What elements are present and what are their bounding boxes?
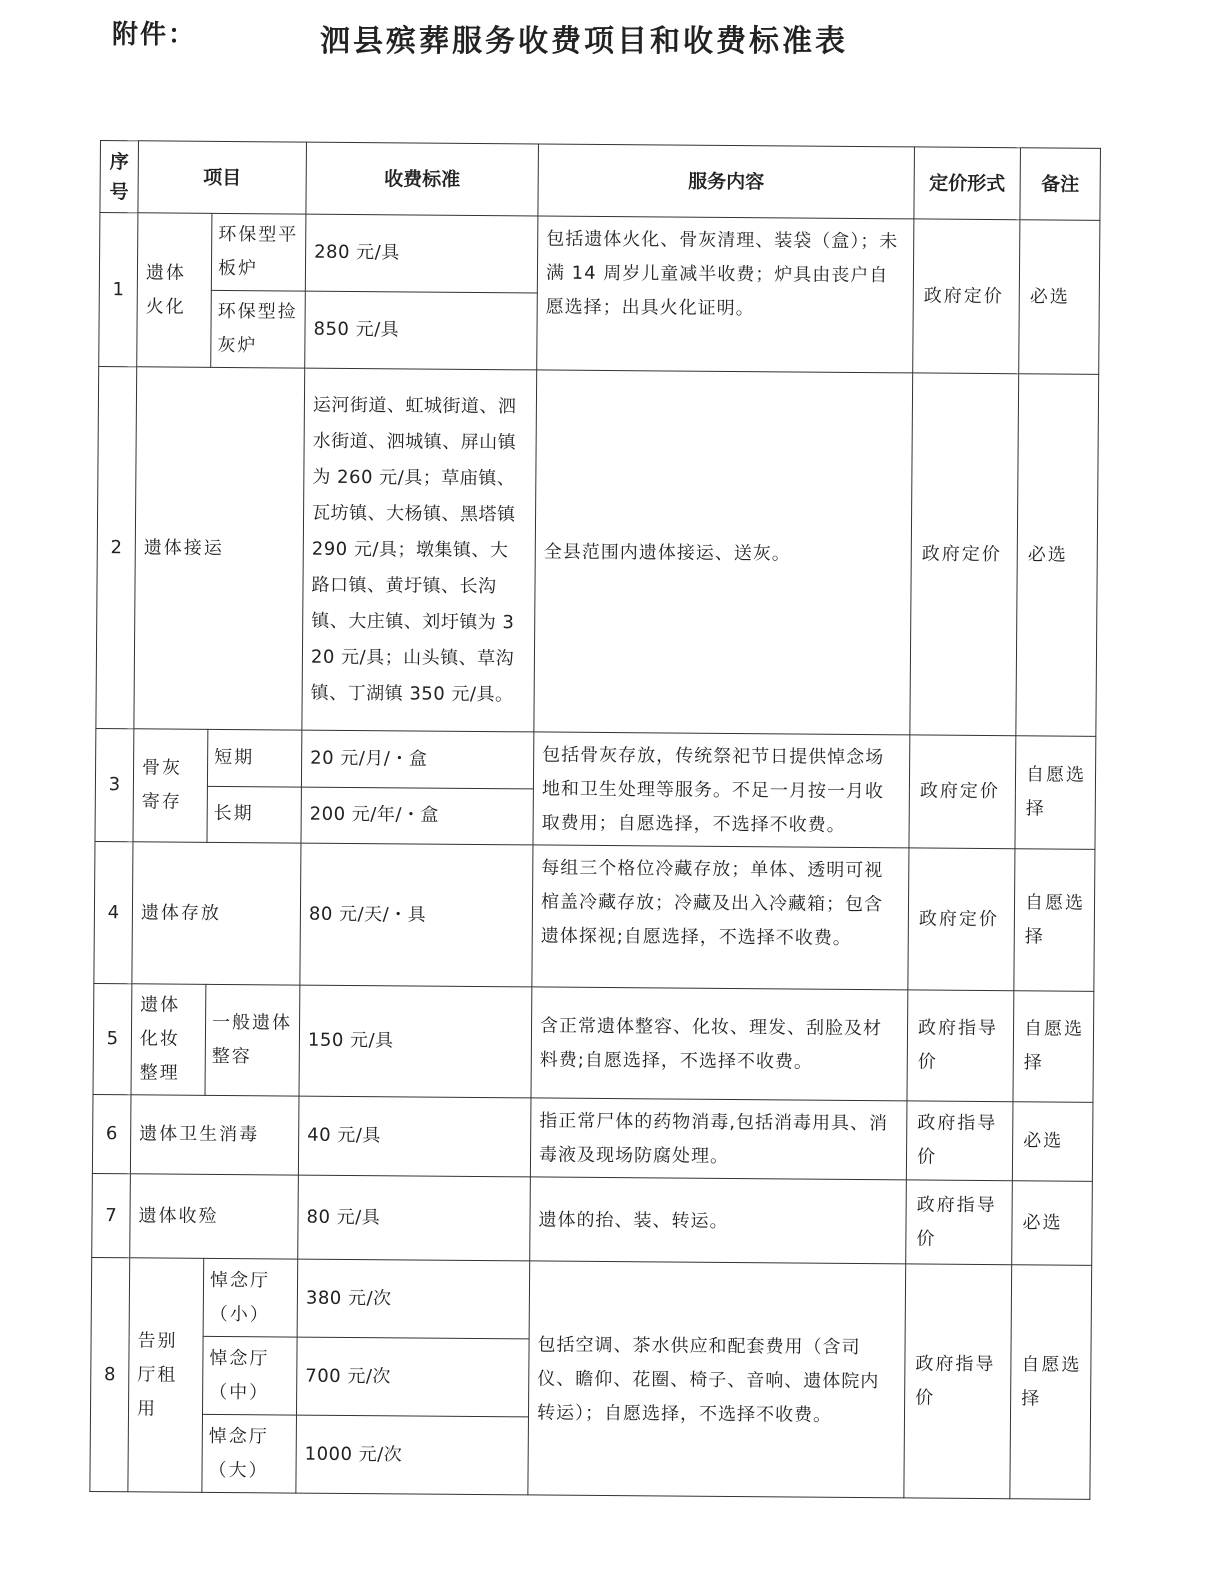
table-row bbox=[93, 983, 1094, 1102]
item-name: 遗体接运 bbox=[134, 367, 305, 730]
item-group: 骨灰寄存 bbox=[133, 729, 208, 843]
subitem-name: 环保型捡灰炉 bbox=[211, 290, 306, 368]
row-number: 2 bbox=[96, 366, 137, 728]
content-cell: 每组三个格位冷藏存放；单体、透明可视棺盖冷藏存放；冷藏及出入冷藏箱；包含遗体探视;自愿选择，不选择不收费。 bbox=[532, 845, 909, 990]
row-number: 7 bbox=[92, 1173, 131, 1257]
pricing-cell: 政府指导价 bbox=[906, 1101, 1013, 1181]
fee-cell: 运河街道、虹城街道、泗水街道、泗城镇、屏山镇为 260 元/具；草庙镇、瓦坊镇、大杨镇、黑塔镇 290 元/具；墩集镇、大路口镇、黄圩镇、长沟镇、大庄镇、刘圩镇为 320 元/具；山头镇、草沟镇、丁湖镇 350 元/具。 bbox=[302, 368, 537, 732]
pricing-cell: 政府定价 bbox=[909, 735, 1016, 849]
table-row bbox=[92, 1094, 1093, 1181]
table-header-row bbox=[100, 141, 1101, 221]
fee-cell: 850 元/具 bbox=[305, 291, 538, 370]
item-group: 遗体火化 bbox=[137, 213, 212, 368]
note-cell: 必选 bbox=[1019, 220, 1100, 375]
header-pricing: 定价形式 bbox=[914, 147, 1021, 220]
fee-table bbox=[89, 140, 1101, 1500]
note-cell: 必选 bbox=[1016, 374, 1099, 737]
fee-cell: 280 元/具 bbox=[305, 214, 538, 293]
pricing-cell: 政府定价 bbox=[913, 219, 1020, 374]
table-row bbox=[92, 1173, 1093, 1265]
document-title: 泗县殡葬服务收费项目和收费标准表 bbox=[320, 24, 848, 59]
header-content: 服务内容 bbox=[538, 144, 915, 219]
content-cell: 指正常尸体的药物消毒,包括消毒用具、消毒液及现场防腐处理。 bbox=[530, 1098, 907, 1180]
fee-cell: 80 元/具 bbox=[298, 1175, 531, 1261]
pricing-cell: 政府指导价 bbox=[907, 990, 1014, 1102]
subitem-name: 环保型平板炉 bbox=[211, 213, 306, 291]
row-number: 1 bbox=[99, 213, 138, 367]
row-number: 8 bbox=[90, 1257, 130, 1491]
content-cell: 包括骨灰存放，传统祭祀节日提供悼念场地和卫生处理等服务。不足一月按一月收取费用；自愿选择，不选择不收费。 bbox=[533, 732, 910, 848]
pricing-cell: 政府定价 bbox=[910, 373, 1019, 736]
header-fee: 收费标准 bbox=[306, 142, 539, 216]
header-item: 项目 bbox=[138, 141, 307, 214]
note-cell: 必选 bbox=[1012, 1102, 1093, 1182]
table-row bbox=[96, 366, 1099, 736]
row-number: 6 bbox=[92, 1094, 131, 1173]
note-cell: 自愿选择 bbox=[1013, 991, 1094, 1103]
fee-cell: 40 元/具 bbox=[298, 1096, 531, 1177]
content-cell: 含正常遗体整容、化妆、理发、刮脸及材料费;自愿选择，不选择不收费。 bbox=[531, 987, 908, 1101]
note-cell: 自愿选择 bbox=[1014, 849, 1095, 992]
attachment-label: 附件： bbox=[112, 20, 197, 50]
note-cell: 自愿选择 bbox=[1010, 1265, 1092, 1500]
table-row bbox=[99, 213, 1100, 298]
pricing-cell: 政府定价 bbox=[908, 848, 1015, 991]
item-name: 遗体存放 bbox=[132, 842, 301, 985]
fee-cell: 80 元/天/・具 bbox=[300, 843, 533, 987]
content-cell: 包括遗体火化、骨灰清理、装袋（盒）；未满 14 周岁儿童减半收费；炉具由丧户自愿选择；出具火化证明。 bbox=[537, 216, 914, 373]
subitem-name: 悼念厅（小） bbox=[203, 1258, 298, 1337]
content-cell: 包括空调、茶水供应和配套费用（含司仪、瞻仰、花圈、椅子、音响、遗体院内转运）；自愿选择，不选择不收费。 bbox=[528, 1261, 906, 1498]
row-number: 5 bbox=[93, 983, 132, 1094]
item-group: 遗体化妆整理 bbox=[131, 984, 206, 1096]
table-row bbox=[94, 841, 1095, 991]
header-no: 序号 bbox=[100, 141, 139, 213]
item-group: 告别厅租用 bbox=[128, 1258, 204, 1493]
note-cell: 自愿选择 bbox=[1015, 736, 1096, 850]
row-number: 4 bbox=[94, 841, 133, 983]
subitem-name: 短期 bbox=[207, 729, 301, 786]
note-cell: 必选 bbox=[1012, 1181, 1093, 1266]
subitem-name: 长期 bbox=[207, 786, 301, 843]
item-name: 遗体卫生消毒 bbox=[130, 1095, 299, 1175]
fee-cell: 380 元/次 bbox=[297, 1259, 530, 1339]
fee-cell: 20 元/月/・盒 bbox=[301, 730, 533, 788]
fee-cell: 150 元/具 bbox=[299, 985, 532, 1098]
table-row bbox=[95, 728, 1095, 792]
header-note: 备注 bbox=[1020, 148, 1101, 221]
subitem-name: 悼念厅（中） bbox=[202, 1336, 297, 1415]
fee-cell: 200 元/年/・盒 bbox=[301, 787, 533, 845]
row-number: 3 bbox=[95, 728, 134, 841]
fee-table-container bbox=[89, 140, 1100, 1500]
pricing-cell: 政府指导价 bbox=[904, 1264, 1012, 1499]
fee-cell: 700 元/次 bbox=[297, 1337, 530, 1417]
item-name: 遗体收殓 bbox=[130, 1174, 299, 1259]
subitem-name: 悼念厅（大） bbox=[202, 1414, 297, 1493]
subitem-name: 一般遗体整容 bbox=[205, 984, 300, 1096]
content-cell: 遗体的抬、装、转运。 bbox=[530, 1177, 907, 1264]
content-cell: 全县范围内遗体接运、送灰。 bbox=[534, 370, 913, 735]
fee-cell: 1000 元/次 bbox=[296, 1415, 529, 1495]
table-row bbox=[91, 1257, 1092, 1343]
pricing-cell: 政府指导价 bbox=[906, 1180, 1013, 1265]
